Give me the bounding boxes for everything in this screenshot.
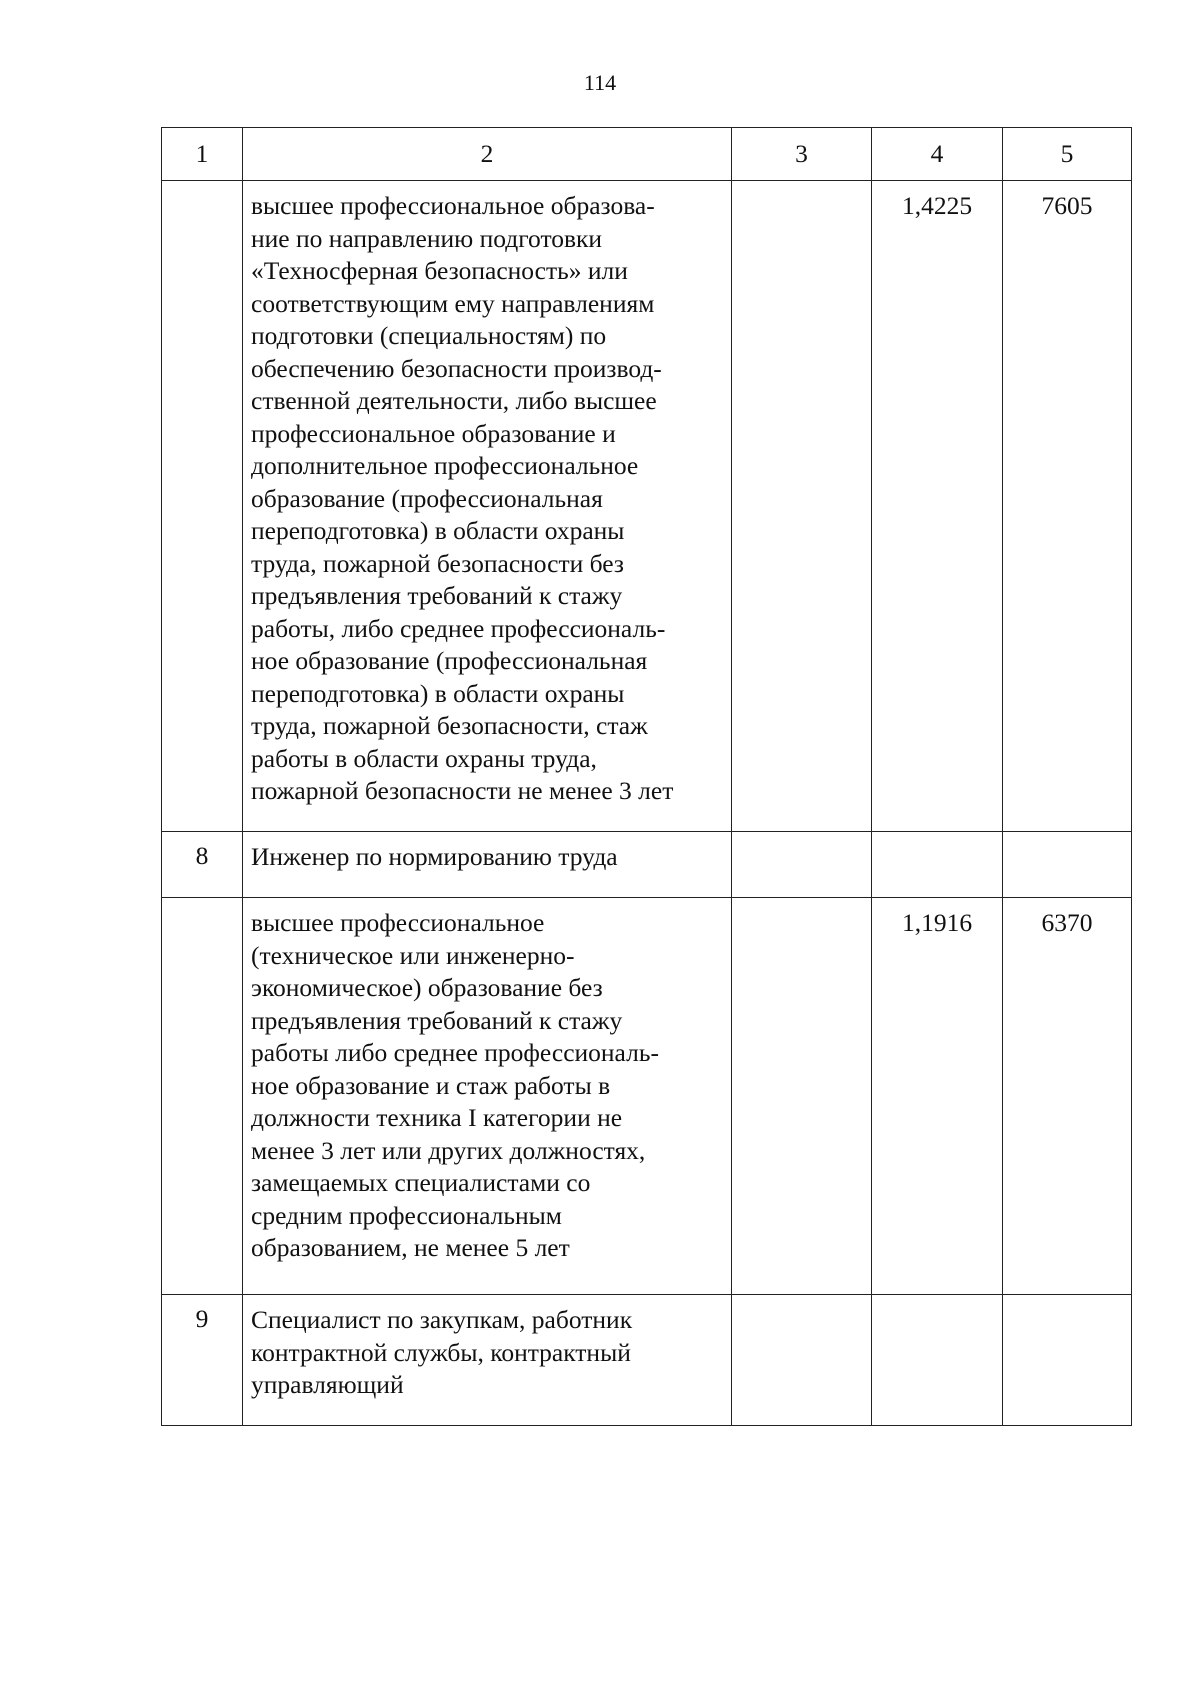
text-line: труда, пожарной безопасности без <box>251 548 624 578</box>
text-line: предъявления требований к стажу <box>251 581 623 610</box>
text-line: работы либо среднее профессиональ- <box>251 1038 659 1067</box>
text-line: ное образование (профессиональная <box>251 646 648 675</box>
row-number: 9 <box>162 1295 243 1426</box>
row-number <box>162 898 243 1295</box>
position-title <box>243 1295 732 1426</box>
text-line: ственной деятельности, либо высшее <box>251 386 657 415</box>
column-3-cell <box>732 1295 872 1426</box>
requirements-text <box>243 898 732 1295</box>
text-line: работы в области охраны труда, <box>251 743 597 773</box>
amount-value: 6370 <box>1003 898 1132 1295</box>
column-3-cell <box>732 898 872 1295</box>
table-row <box>162 1295 1132 1426</box>
amount-value: 7605 <box>1003 181 1132 832</box>
text-line: соответствующим ему направлениям <box>251 288 655 318</box>
row-number <box>162 181 243 832</box>
coefficient-value: 1,1916 <box>872 898 1003 1295</box>
text-line: Инженер по нормированию труда <box>251 842 618 871</box>
text-line: профессиональное образование и <box>251 418 616 448</box>
column-header-2: 2 <box>243 128 732 181</box>
text-line: подготовки (специальностям) по <box>251 321 607 350</box>
coefficient-value <box>872 832 1003 898</box>
text-line: контрактной службы, контрактный <box>251 1337 631 1367</box>
text-line: менее 3 лет или других должностях, <box>251 1135 646 1165</box>
text-line: (техническое или инженерно- <box>251 940 575 970</box>
text-line: образованием, не менее 5 лет <box>251 1233 570 1262</box>
column-3-cell <box>732 832 872 898</box>
coefficient-value <box>872 1295 1003 1426</box>
text-line: высшее профессиональное <box>251 908 545 937</box>
table-header-row <box>162 128 1132 181</box>
text-line: экономическое) образование без <box>251 973 603 1002</box>
text-line: переподготовка) в области охраны <box>251 678 625 708</box>
amount-value <box>1003 832 1132 898</box>
column-header-3: 3 <box>732 128 872 181</box>
amount-value <box>1003 1295 1132 1426</box>
requirements-text <box>243 181 732 832</box>
position-title <box>243 832 732 898</box>
qualification-table <box>161 127 1132 1426</box>
text-line: обеспечению безопасности производ- <box>251 353 662 383</box>
text-line: труда, пожарной безопасности, стаж <box>251 711 648 740</box>
text-line: средним профессиональным <box>251 1200 562 1230</box>
text-line: высшее профессиональное образова- <box>251 191 655 220</box>
column-header-5: 5 <box>1003 128 1132 181</box>
text-line: ное образование и стаж работы в <box>251 1070 611 1100</box>
text-line: Специалист по закупкам, работник <box>251 1305 633 1334</box>
table-row <box>162 898 1132 1295</box>
text-line: должности техника I категории не <box>251 1103 623 1132</box>
column-3-cell <box>732 181 872 832</box>
text-line: дополнительное профессиональное <box>251 451 639 480</box>
text-line: управляющий <box>251 1370 404 1399</box>
coefficient-value: 1,4225 <box>872 181 1003 832</box>
column-header-1: 1 <box>162 128 243 181</box>
text-line: замещаемых специалистами со <box>251 1168 591 1197</box>
row-number: 8 <box>162 832 243 898</box>
table-row <box>162 181 1132 832</box>
text-line: работы, либо среднее профессиональ- <box>251 613 666 643</box>
table-row <box>162 832 1132 898</box>
text-line: ние по направлению подготовки <box>251 223 603 253</box>
text-line: переподготовка) в области охраны <box>251 516 625 545</box>
column-header-4: 4 <box>872 128 1003 181</box>
text-line: образование (профессиональная <box>251 483 603 513</box>
text-line: «Техносферная безопасность» или <box>251 256 628 285</box>
text-line: предъявления требований к стажу <box>251 1005 623 1035</box>
page-number: 114 <box>583 70 617 95</box>
text-line: пожарной безопасности не менее 3 лет <box>251 776 674 805</box>
